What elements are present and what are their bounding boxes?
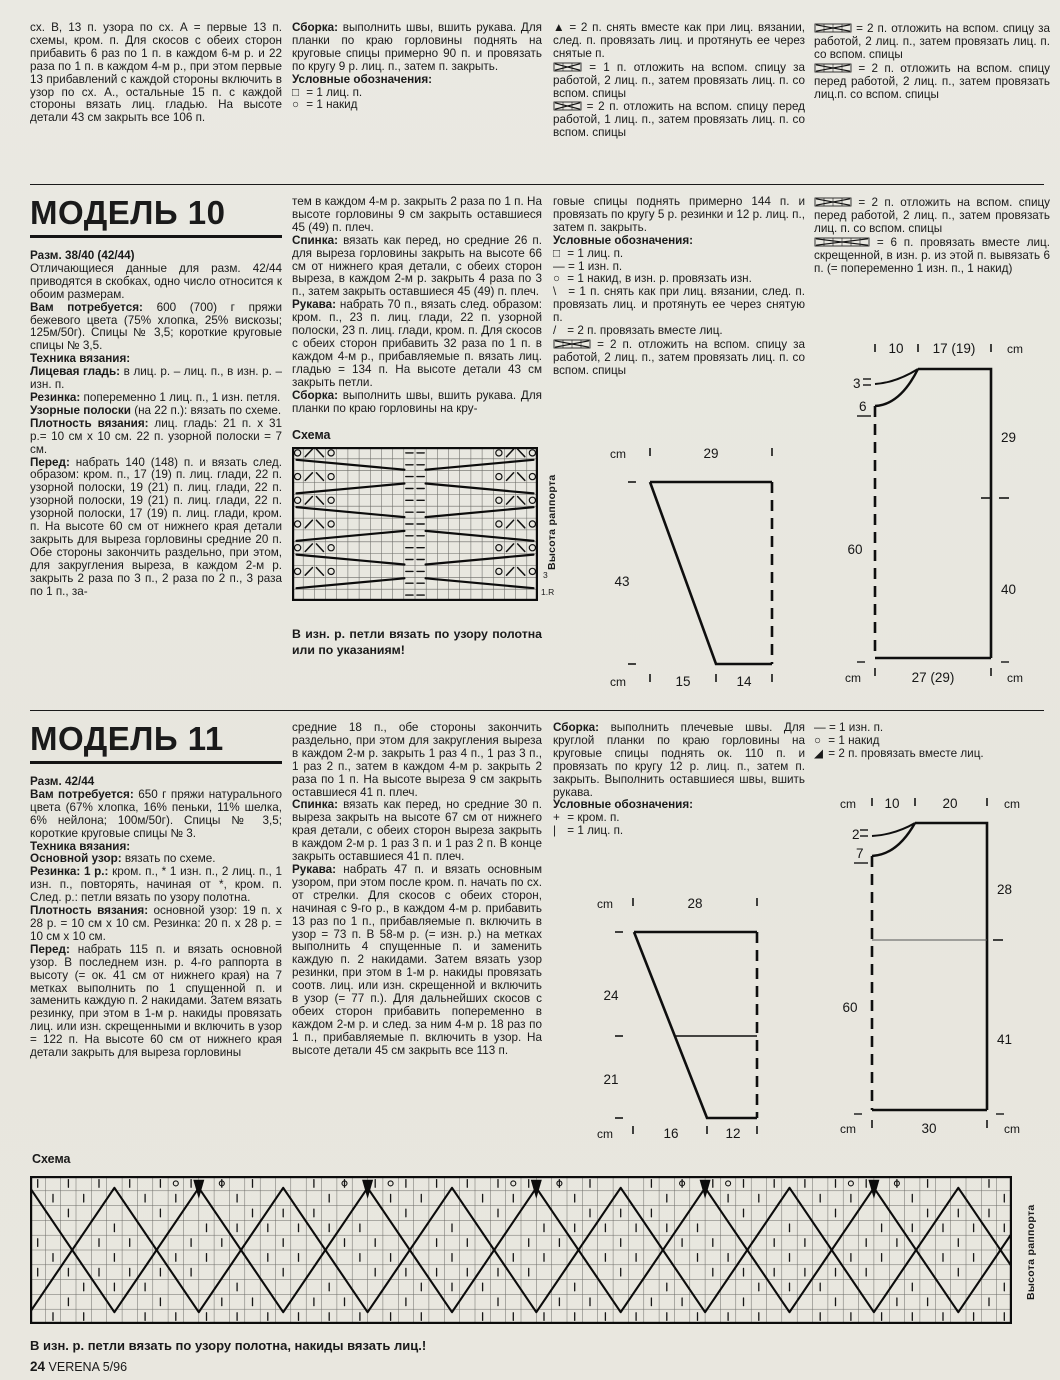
legend-item: ▲ = 2 п. снять вместе как при лиц. вязании, след. п. провязать лиц. и протянуть ее через снятые п.	[553, 21, 806, 60]
paragraph: Отличающиеся данные для разм. 42/44 приводятся в скобках, одно число относится к обоим размерам.	[30, 261, 282, 301]
legend-item: = 2 п. отложить на вспом. спицу за работой, 2 лиц. п., затем провязать лиц. п. со вспом. спицы	[553, 337, 805, 377]
cable-icon	[814, 196, 852, 209]
legend-title: Условные обозначения:	[553, 798, 694, 812]
legend-item: = 2 п. отложить на вспом. спицу перед работой, 2 лиц. п., затем провязать лиц.п. со вспом. спицы	[814, 61, 1051, 101]
chart-title: Схема	[292, 428, 331, 443]
cable-icon	[553, 61, 582, 74]
chart-row-mark: 1.R	[541, 587, 555, 598]
double-decrease-icon: ▲	[553, 21, 565, 34]
cable-icon	[814, 22, 852, 35]
svg-text:cm: cm	[1007, 671, 1023, 685]
size-line: Разм. 42/44	[30, 775, 95, 788]
svg-text:2: 2	[852, 827, 860, 842]
model11-column-2	[292, 722, 542, 1058]
model11-sleeve-schematic	[587, 890, 797, 1143]
page-number: 24	[30, 1359, 46, 1374]
model11-title: МОДЕЛЬ 11	[30, 722, 282, 764]
paragraph: Сборка: выполнить плечевые швы. Для круглой планки по краю горловины на круговые спицы поднять ок. 110 п. и провязать по кругу 12 р. лиц. п., затем п. закрыть. Выполнить оставшиеся швы, вшить рукава.	[553, 721, 805, 799]
svg-text:7: 7	[856, 846, 864, 861]
model10-title: МОДЕЛЬ 10	[30, 196, 282, 238]
svg-text:60: 60	[842, 1000, 858, 1015]
model10-chart-grid	[292, 447, 574, 605]
chart-note: В изн. р. петли вязать по узору полотна, накиды вязать лиц.!	[30, 1338, 427, 1353]
paragraph: Вам потребуется: 600 (700) г пряжи бежевого цвета (75% хлопка, 25% вискозы; 125м/50г). Спицы № 3,5; короткие круговые спицы № 3,5.	[30, 300, 282, 353]
chart-side-label: Высота раппорта	[546, 474, 558, 571]
legend-title: Условные обозначения:	[292, 72, 433, 86]
paragraph: Плотность вязания: основной узор: 19 п. х 28 р. = 10 см х 10 см. Резинка: 20 п. х 28 р. = 10 см х 10 см.	[30, 904, 282, 943]
legend-item: + = кром. п.	[553, 811, 620, 825]
svg-text:28: 28	[997, 882, 1013, 897]
legend-item: / = 2 п. провязать вместе лиц.	[553, 324, 723, 338]
model11-body-schematic	[828, 794, 1054, 1141]
svg-text:cm: cm	[845, 671, 861, 685]
svg-text:14: 14	[736, 674, 752, 689]
model10-column-3	[553, 196, 805, 378]
chart-note: В изн. р. петли вязать по узору полотна или по указаниям!	[292, 627, 542, 658]
chart-title: Схема	[32, 1152, 71, 1166]
model10-column-1	[30, 196, 282, 598]
svg-text:60: 60	[847, 542, 863, 557]
legend-item: ○ = 1 накид, в изн. р. провязать изн.	[553, 272, 752, 286]
svg-text:cm: cm	[597, 1127, 613, 1138]
legend-item: = 2 п. отложить на вспом. спицу за работой, 2 лиц. п., затем провязать лиц. п. со вспом. спицы	[814, 22, 1050, 61]
selvedge-stitch-icon: +	[553, 811, 560, 825]
legend-item: = 2 п. отложить на вспом. спицу перед работой, 2 лиц. п., затем провязать лиц. п. со вспом. спицы	[814, 196, 1051, 235]
model11-column-1	[30, 722, 282, 1060]
legend-item: □ = 1 лиц. п.	[553, 246, 624, 260]
svg-text:6: 6	[859, 399, 867, 414]
paragraph: Узорные полоски (на 22 п.): вязать по схеме.	[30, 403, 282, 417]
body-schematic-svg	[828, 794, 1054, 1136]
svg-text:40: 40	[1001, 582, 1017, 597]
svg-text:15: 15	[675, 674, 691, 689]
sleeve-schematic-svg	[600, 438, 805, 690]
knit2tog-icon: /	[553, 324, 557, 338]
top-column-4	[814, 22, 1050, 101]
legend-item: ○ = 1 накид	[814, 733, 880, 747]
technique-title: Техника вязания:	[30, 839, 131, 853]
paragraph: Спинка: вязать как перед, но средние 30 п. выреза закрыть на высоте 67 см от нижнего края детали, с обеих сторон выреза закрыть в каждом 2-м р. 1 раз 3 п. и 1 раз 2 п. В конце закрыть оставшиеся 41 п. плеч.	[292, 798, 542, 864]
size-line: Разм. 38/40 (42/44)	[30, 249, 135, 262]
model10-sleeve-schematic	[600, 438, 805, 695]
chart-row-mark: 3	[543, 570, 548, 581]
svg-text:cm: cm	[1004, 1122, 1020, 1136]
svg-text:12: 12	[725, 1126, 741, 1138]
cable-icon	[553, 100, 582, 113]
paragraph: Спинка: вязать как перед, но средние 26 п. для выреза горловины закрыть на высоте 66 см от нижнего края детали, с обеих сторон выреза, в каждом 2-м р. закрыть 4 раза по 3 п., затем закрыть оставшиеся 45 (49) п. плеч.	[292, 233, 542, 299]
svg-text:cm: cm	[840, 1122, 856, 1136]
svg-text:cm: cm	[610, 447, 626, 461]
paragraph: средние 18 п., обе стороны закончить раздельно, при этом для закругления выреза в каждом 2-м р. закрыть 1 раз 4 п., 1 раз 3 п., 1 раз 2 п., затем в каждом 4-м р. закрыть 2 раза по 1 п. На высоте выреза 9 см закрыть оставшиеся 41 п. плеч.	[292, 721, 542, 799]
paragraph: тем в каждом 4-м р. закрыть 2 раза по 1 п. На высоте горловины 9 см закрыть оставшиеся 45 (49) п. плеч.	[292, 195, 542, 234]
legend-item: = 6 п. провязать вместе лиц. скрещенной, в изн. р. из этой п. вывязать 6 п. (= попеременно 1 изн. п., 1 накид)	[814, 235, 1050, 275]
legend-item: ○ = 1 накид	[292, 98, 358, 112]
svg-text:29: 29	[1001, 430, 1017, 445]
paragraph	[292, 22, 542, 74]
purl-stitch-icon: —	[553, 259, 565, 273]
legend-item: □ = 1 лиц. п.	[292, 85, 363, 99]
svg-text:21: 21	[603, 1072, 619, 1087]
svg-text:10: 10	[884, 796, 900, 811]
legend-item: \ = 1 п. снять как при лиц. вязании, след. п. провязать лиц. и протянуть ее через снятую п.	[553, 285, 806, 325]
section-divider	[30, 184, 1044, 185]
svg-text:43: 43	[614, 574, 630, 589]
top-column-1	[30, 22, 282, 125]
paragraph: Резинка: попеременно 1 лиц. п., 1 изн. петля.	[30, 390, 281, 404]
model11-knitting-chart	[30, 1176, 1044, 1330]
paragraph: Вам потребуется: 650 г пряжи натурального цвета (67% хлопка, 16% пеньки, 11% шелка, 6% нейлона; 100м/50г). Спицы № 3,5; короткие круговые спицы № 3.	[30, 787, 282, 840]
legend-item: — = 1 изн. п.	[814, 721, 884, 734]
legend-item: — = 1 изн. п.	[553, 259, 623, 273]
paragraph: Перед: набрать 115 п. и вязать основной узор. В последнем изн. р. 4-го раппорта в высоту (= ок. 41 см от нижнего края) на 7 метках выполнить по 1 спущенной п. и заменить каждую п. 2 накидами. Затем вязать резинку, при этом в 1-м р. накиды провязать лиц. или изн. скрещенными и включить в узор = 122 п. На высоте 60 см от нижнего края детали закрыть для выреза горловины	[30, 942, 282, 1060]
svg-text:cm: cm	[840, 797, 856, 811]
top-column-2	[292, 22, 542, 112]
yarn-over-icon: ○	[814, 733, 822, 747]
para-lead: Сборка:	[292, 21, 339, 34]
svg-text:28: 28	[687, 896, 703, 911]
model10-column-4	[814, 196, 1050, 275]
legend-item: ◢ = 2 п. провязать вместе лиц.	[814, 746, 984, 760]
paragraph: Резинка: 1 р.: кром. п., * 1 изн. п., 2 лиц. п., 1 изн. п., повторять, начиная от *, кром. п. След. р.: петли вязать по узору полотна.	[30, 865, 282, 905]
model11-chart-grid	[30, 1176, 1044, 1329]
model10-body-schematic	[833, 338, 1055, 691]
paragraph: Основной узор: вязать по схеме.	[30, 852, 216, 866]
svg-text:cm: cm	[610, 675, 626, 689]
paragraph: сх. В, 13 п. узора по сх. А = первые 13 п. схемы, кром. п. Для скосов с обеих сторон прибавить 6 раз по 1 п. в каждом 6-м р. и 22 раза по 1 п. в каждом 4-м р., при этом первые 13 прибавлений с каждой стороны включить в узор по сх. А., остальные 15 п. с каждой стороны вязать лиц. гладью. На высоте детали 43 см закрыть все 106 п.	[30, 21, 282, 125]
slip-decrease-icon: \	[553, 285, 557, 299]
paragraph: Сборка: выполнить швы, вшить рукава. Для планки по краю горловины на кру-	[292, 388, 542, 415]
purl-stitch-icon: —	[814, 721, 826, 734]
model11-column-4	[814, 722, 1050, 761]
svg-text:10: 10	[888, 341, 904, 356]
section-divider	[30, 710, 1044, 711]
cable-icon	[553, 338, 591, 351]
legend-item: = 1 п. отложить на вспом. спицу за работой, 2 лиц. п., затем провязать лиц. п. со вспом. спицы	[553, 60, 805, 100]
magazine-issue: VERENA 5/96	[48, 1360, 128, 1374]
cable-icon	[814, 236, 870, 249]
yarn-over-icon: ○	[553, 272, 561, 286]
paragraph: Рукава: набрать 47 п. и вязать основным узором, при этом после кром. п. начать по сх. от стрелки. Для скосов с обеих сторон, начиная с 9-го р., в каждом 4-м р. прибавить 13 раз по 1 п., прибавляемые п. включить в узор = 73 п. В 58-м р. (= изн. р.) на метках выполнить 4 спущенные п. и заменить каждую п. 2 накидами. Затем вязать узор резинки, при этом в 1-м р. накиды провязать соотв. лиц. или изн. скрещенной и включить в узор (= 77 п.). Для дальнейших скосов с обеих сторон прибавить попеременно в каждом 2-м р. и след. за ним 4-м р. 18 раз по 1 п., прибавляемые п. включить в узор. На высоте детали 45 см закрыть все 113 п.	[292, 862, 542, 1057]
svg-text:20: 20	[942, 796, 958, 811]
svg-text:cm: cm	[1004, 797, 1020, 811]
paragraph: Плотность вязания: лиц. гладь: 21 п. х 31 р.= 10 см х 10 см. 22 п. узорной полоски = 7 см.	[30, 416, 282, 456]
svg-text:3: 3	[853, 376, 861, 391]
sleeve-schematic-svg	[587, 890, 797, 1138]
model10-knitting-chart	[292, 447, 574, 617]
svg-text:17 (19): 17 (19)	[932, 341, 976, 356]
knit2tog-icon: ◢	[814, 746, 823, 760]
top-column-3	[553, 22, 805, 140]
para-text: выполнить швы, вшить рукава. Для планки по краю горловины поднять на круговые спицы примерно 90 п. и провязать по кругу 9 р. лиц. п., затем п. закрыть.	[292, 21, 542, 73]
paragraph: Рукава: набрать 70 п., вязать след. образом: кром. п., 23 п. лиц. глади, 22 п. узорной полоски, 23 п. лиц. глади, кром. п. Для скосов с обеих сторон прибавить 32 раза по 1 п. в каждом 4-м р., прибавляемые п. вязать лиц. гладью = 134 п. На высоте детали 43 см закрыть петли.	[292, 298, 542, 389]
knit-stitch-icon: □	[553, 246, 561, 260]
svg-text:cm: cm	[597, 897, 613, 911]
svg-text:41: 41	[997, 1032, 1013, 1047]
legend-item: | = 1 лиц. п.	[553, 824, 624, 838]
knit-stitch-icon: □	[292, 85, 300, 99]
svg-text:30: 30	[921, 1121, 937, 1136]
technique-title: Техника вязания:	[30, 352, 131, 366]
model11-column-3	[553, 722, 805, 838]
svg-text:29: 29	[703, 446, 719, 461]
model10-column-2	[292, 195, 558, 659]
yarn-over-icon: ○	[292, 98, 300, 112]
legend-item: = 2 п. отложить на вспом. спицу перед работой, 1 лиц. п., затем провязать лиц. п. со вспом. спицы	[553, 100, 806, 140]
chart-side-label: Высота раппорта	[1025, 1204, 1037, 1300]
body-schematic-svg	[833, 338, 1055, 686]
cable-icon	[814, 62, 852, 75]
svg-text:24: 24	[603, 988, 619, 1003]
knit-stitch-icon: |	[553, 824, 557, 838]
page-footer	[30, 1359, 127, 1374]
legend-title: Условные обозначения:	[553, 233, 694, 247]
svg-text:27 (29): 27 (29)	[911, 670, 955, 685]
paragraph: говые спицы поднять примерно 144 п. и провязать по кругу 5 р. резинки и 12 р. лиц. п., затем п. закрыть.	[553, 195, 805, 234]
svg-text:16: 16	[663, 1126, 679, 1138]
paragraph: Перед: набрать 140 (148) п. и вязать след. образом: кром. п., 17 (19) п. лиц. глади, 22 п. узорной полоски, 19 (21) п. лиц. глади, 22 п. узорной полоски, 19 (21) п. лиц. глади, 22 п. узорной полоски, 17 (19) п. лиц. глади, кром. п. На высоте 60 см от нижнего края детали закрыть для выреза горловины средние 20 п. Обе стороны закончить раздельно, при этом, для закругления выреза, в каждом 2-м р. закрыть 2 раза по 3 п., 2 раза по 2 п., 3 раза по 1 п., за-	[30, 455, 282, 598]
paragraph: Лицевая гладь: в лиц. р. – лиц. п., в изн. р. – изн. п.	[30, 365, 282, 392]
svg-text:cm: cm	[1007, 342, 1023, 356]
